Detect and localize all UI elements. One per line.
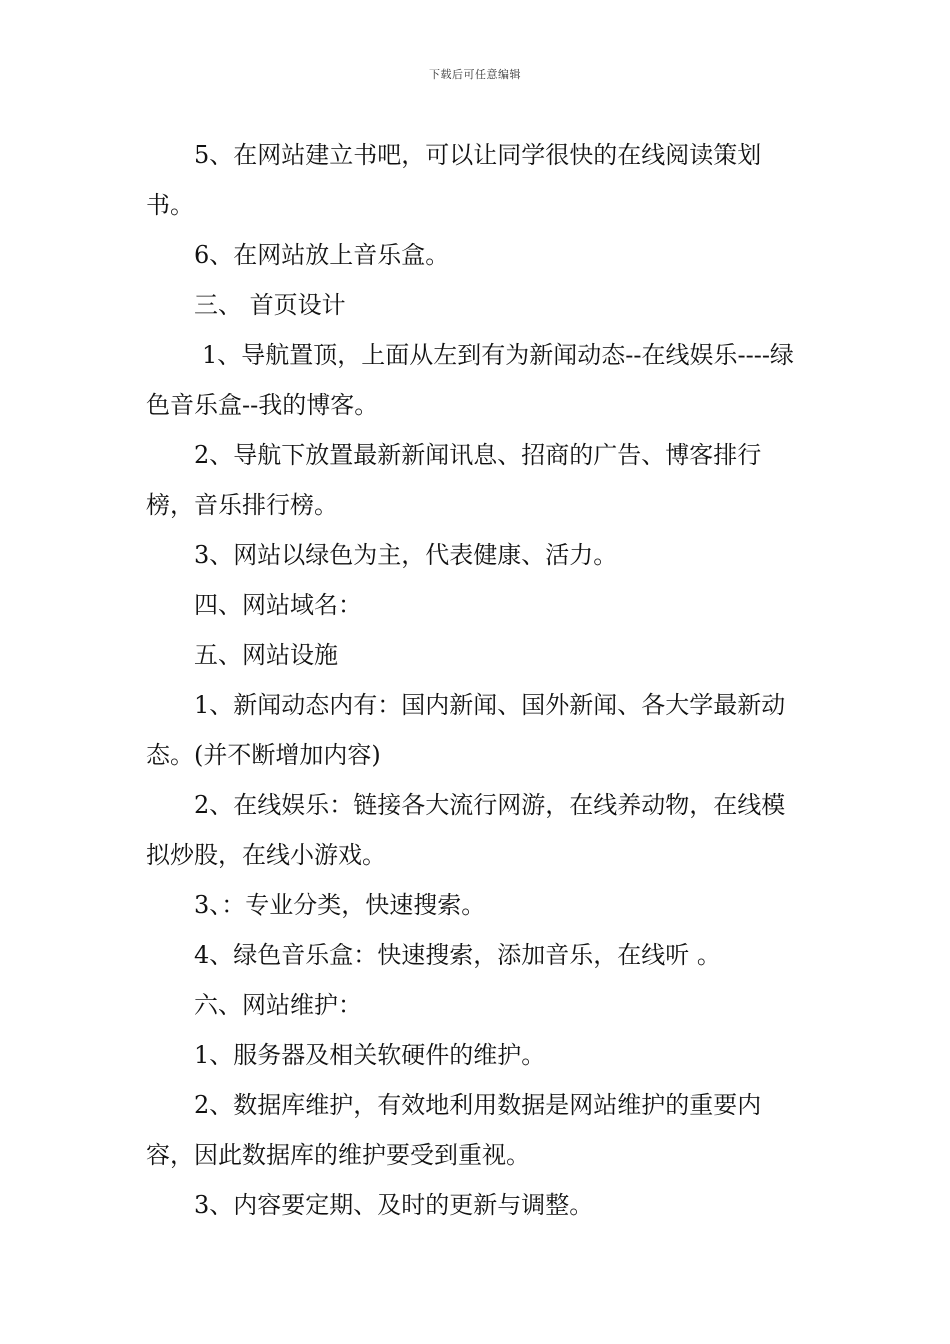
paragraph-music-box: 6、在网站放上音乐盒。 [194, 241, 450, 269]
heading-site-maintenance: 六、网站维护： [194, 991, 362, 1019]
paragraph-entertainment: 2、在线娱乐：链接各大流行网游，在线养动物，在线模拟炒股，在线小游戏。 [146, 791, 786, 869]
page-header: 下载后可任意编辑 [429, 68, 521, 81]
paragraph-green-music-box: 4、绿色音乐盒：快速搜索，添加音乐，在线听 。 [194, 941, 721, 969]
paragraph-navigation-top: 1、导航置顶，上面从左到有为新闻动态--在线娱乐----绿色音乐盒--我的博客。 [146, 341, 794, 419]
paragraph-categories: 3、：专业分类，快速搜索。 [194, 891, 486, 919]
paragraph-server-maintenance: 1、服务器及相关软硬件的维护。 [194, 1041, 546, 1069]
paragraph-content-updates: 3、内容要定期、及时的更新与调整。 [194, 1191, 594, 1219]
heading-site-facilities: 五、网站设施 [194, 641, 338, 669]
document-body [146, 130, 806, 1230]
paragraph-news: 1、新闻动态内有：国内新闻、国外新闻、各大学最新动态。(并不断增加内容) [146, 691, 786, 769]
paragraph-navigation-below: 2、导航下放置最新新闻讯息、招商的广告、博客排行榜，音乐排行榜。 [146, 441, 762, 519]
paragraph-reading-room: 5、在网站建立书吧，可以让同学很快的在线阅读策划书。 [146, 141, 762, 219]
paragraph-green-theme: 3、网站以绿色为主，代表健康、活力。 [194, 541, 618, 569]
heading-domain-name: 四、网站域名： [194, 591, 362, 619]
heading-homepage-design: 三、 首页设计 [194, 291, 346, 319]
paragraph-database-maintenance: 2、数据库维护，有效地利用数据是网站维护的重要内容，因此数据库的维护要受到重视。 [146, 1091, 762, 1169]
